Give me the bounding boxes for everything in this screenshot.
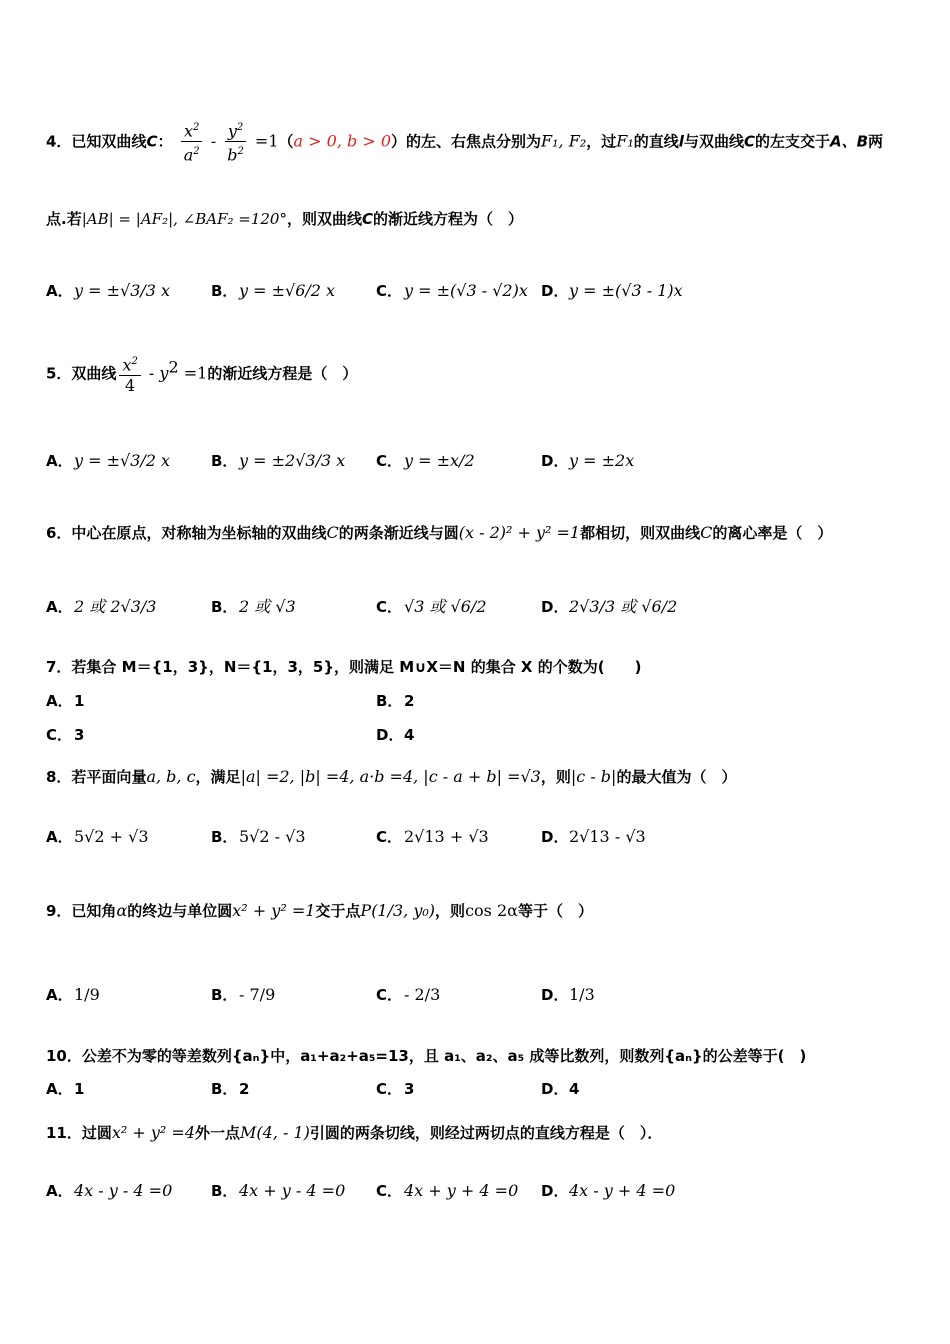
q8-option-c[interactable] bbox=[376, 826, 489, 847]
q6-text-3: 的离心率是（ ） bbox=[712, 524, 833, 542]
q9-stem-start: 9．已知角 bbox=[46, 902, 117, 920]
option-label: A． bbox=[46, 598, 73, 616]
question-7 bbox=[46, 656, 641, 677]
option-label: D． bbox=[541, 828, 569, 846]
q6-option-d[interactable] bbox=[541, 594, 677, 617]
q5-stem-start: 5．双曲线 bbox=[46, 364, 117, 383]
option-label: A． bbox=[46, 282, 73, 300]
q5-minus-y: - y bbox=[143, 363, 169, 383]
q9-text-2: 交于点 bbox=[315, 902, 361, 920]
option-text: y = ±x/2 bbox=[404, 451, 475, 470]
q4-a: a bbox=[183, 145, 194, 165]
q4-foci: F₁, F₂ bbox=[541, 131, 587, 151]
q6-curve-c-2: C bbox=[700, 523, 713, 542]
q6-text-2: 都相切，则双曲线 bbox=[580, 524, 701, 542]
q8-conditions: |a| =2, |b| =4, a·b =4, |c - a + b| =√3 bbox=[240, 767, 541, 786]
q4-stem-start: 4．已知双曲线 bbox=[46, 132, 147, 151]
q7-option-a[interactable] bbox=[46, 690, 84, 711]
q5-four: 4 bbox=[125, 376, 136, 396]
q4-option-d[interactable] bbox=[541, 280, 683, 301]
q8-option-a[interactable] bbox=[46, 826, 149, 847]
q4-text-1: 的左、右焦点分别为 bbox=[406, 132, 542, 151]
option-label: D． bbox=[541, 986, 569, 1004]
q10-option-a[interactable] bbox=[46, 1078, 84, 1099]
q4-sq-4: 2 bbox=[237, 146, 244, 158]
option-label: B． bbox=[376, 692, 403, 710]
q4-sq-1: 2 bbox=[193, 122, 200, 133]
q8-text-1: ，满足 bbox=[195, 768, 241, 786]
q4-text-4: 与双曲线 bbox=[683, 132, 744, 151]
q11-option-c[interactable] bbox=[376, 1180, 518, 1201]
option-label: C． bbox=[376, 986, 403, 1004]
option-text: √3 或 √6/2 bbox=[404, 597, 487, 616]
q9-cos: cos 2α bbox=[465, 901, 518, 920]
q4-text-3: 的直线 bbox=[633, 132, 679, 151]
option-text: 2 bbox=[404, 692, 415, 710]
option-label: D． bbox=[541, 598, 569, 616]
option-text: 4x + y - 4 =0 bbox=[239, 1181, 346, 1200]
q11-text-1: 外一点 bbox=[195, 1124, 241, 1142]
q4-x: x bbox=[183, 121, 193, 141]
q9-option-b[interactable] bbox=[211, 984, 275, 1005]
option-text: 2 或 √3 bbox=[239, 597, 296, 616]
q6-curve-c: C bbox=[326, 523, 339, 542]
option-text: 1/9 bbox=[74, 985, 100, 1004]
q6-option-c[interactable] bbox=[376, 594, 487, 617]
q9-text-1: 的终边与单位圆 bbox=[127, 902, 233, 920]
q4-text-6: 两 bbox=[868, 132, 884, 151]
q10-stem: 10．公差不为零的等差数列{aₙ}中，a₁+a₂+a₅=13，且 a₁、a₂、a₅ 成等比数列，则数列{aₙ}的公差等于( ) bbox=[46, 1047, 807, 1065]
q4-curve-label-3: C bbox=[362, 210, 374, 228]
q4-curve-label-2: C bbox=[743, 132, 755, 151]
option-label: A． bbox=[46, 692, 73, 710]
q11-point: M(4, - 1) bbox=[240, 1123, 310, 1142]
option-label: B． bbox=[211, 452, 238, 470]
option-label: B． bbox=[211, 282, 238, 300]
q4-b: b bbox=[227, 145, 238, 165]
option-label: C． bbox=[376, 282, 403, 300]
q4-minus: - bbox=[205, 131, 222, 151]
q7-stem: 7．若集合 M＝{1，3}，N＝{1，3，5}，则满足 M∪X＝N 的集合 X 的个数为( ) bbox=[46, 658, 642, 676]
q4-sq-3: 2 bbox=[236, 122, 244, 133]
q11-stem-start: 11．过圆 bbox=[46, 1124, 112, 1142]
q7-option-c[interactable] bbox=[46, 724, 84, 745]
q10-option-d[interactable] bbox=[541, 1078, 579, 1099]
question-9 bbox=[46, 900, 593, 921]
option-text: y = ±√6/2 x bbox=[239, 281, 336, 300]
option-text: 2√13 + √3 bbox=[404, 827, 489, 846]
option-label: B． bbox=[211, 828, 238, 846]
option-text: 4 bbox=[404, 726, 415, 744]
q5-sq-1: 2 bbox=[131, 356, 138, 367]
option-text: 3 bbox=[404, 1080, 415, 1098]
q9-point: P(1/3, y₀) bbox=[360, 901, 436, 920]
q4-line2-end: 的渐近线方程为（ ） bbox=[373, 210, 524, 228]
q10-option-b[interactable] bbox=[211, 1078, 249, 1099]
q9-circle-eq: x² + y² =1 bbox=[232, 901, 316, 920]
q5-option-d[interactable] bbox=[541, 450, 634, 471]
question-11 bbox=[46, 1122, 662, 1143]
option-text: y = ±(√3 - 1)x bbox=[569, 281, 683, 300]
q11-option-d[interactable] bbox=[541, 1180, 675, 1201]
q8-vectors: a, b, c bbox=[146, 767, 196, 786]
option-text: 3 bbox=[74, 726, 85, 744]
q4-colon: ： bbox=[157, 132, 173, 151]
q4-focus-1: F₁ bbox=[616, 131, 634, 151]
option-text: 4x - y + 4 =0 bbox=[569, 1181, 676, 1200]
q5-option-c[interactable] bbox=[376, 450, 475, 471]
q4-points-ab: A、B bbox=[829, 132, 869, 151]
option-label: B． bbox=[211, 986, 238, 1004]
q8-text-2: ，则 bbox=[540, 768, 571, 786]
option-text: 5√2 - √3 bbox=[239, 827, 306, 846]
q4-y: y bbox=[227, 121, 237, 141]
option-label: D． bbox=[541, 282, 569, 300]
option-text: 1 bbox=[74, 692, 85, 710]
q9-option-c[interactable] bbox=[376, 984, 440, 1005]
option-text: y = ±2√3/3 x bbox=[239, 451, 346, 470]
q8-expression: |c - b| bbox=[570, 767, 617, 786]
option-label: A． bbox=[46, 1080, 73, 1098]
q9-text-3: ，则 bbox=[435, 902, 466, 920]
q9-text-4: 等于（ ） bbox=[517, 902, 593, 920]
option-label: D． bbox=[541, 1080, 569, 1098]
q7-option-d[interactable] bbox=[376, 724, 414, 745]
q11-option-a[interactable] bbox=[46, 1180, 172, 1201]
option-text: 2√3/3 或 √6/2 bbox=[569, 597, 678, 616]
option-label: C． bbox=[376, 452, 403, 470]
q4-fraction-y bbox=[224, 118, 247, 166]
q8-stem-start: 8．若平面向量 bbox=[46, 768, 147, 786]
q4-option-c[interactable] bbox=[376, 280, 528, 301]
q7-option-b[interactable] bbox=[376, 690, 414, 711]
option-text: y = ±2x bbox=[569, 451, 635, 470]
q6-option-a[interactable] bbox=[46, 594, 156, 617]
option-label: C． bbox=[46, 726, 73, 744]
option-label: B． bbox=[211, 1080, 238, 1098]
option-label: C． bbox=[376, 1080, 403, 1098]
q9-option-a[interactable] bbox=[46, 984, 100, 1005]
option-text: 1/3 bbox=[569, 985, 595, 1004]
q4-paren-right: ） bbox=[391, 132, 407, 151]
q4-text-5: 的左支交于 bbox=[754, 132, 830, 151]
q6-option-b[interactable] bbox=[211, 594, 296, 617]
q4-rhs: =1 bbox=[249, 131, 279, 151]
option-label: D． bbox=[541, 1182, 569, 1200]
q5-x: x bbox=[122, 355, 132, 375]
q10-option-c[interactable] bbox=[376, 1078, 414, 1099]
option-label: C． bbox=[376, 1182, 403, 1200]
option-text: - 2/3 bbox=[404, 985, 441, 1004]
option-text: y = ±√3/2 x bbox=[74, 451, 171, 470]
option-label: B． bbox=[211, 598, 238, 616]
option-text: 5√2 + √3 bbox=[74, 827, 149, 846]
q8-option-d[interactable] bbox=[541, 826, 646, 847]
q4-condition-2: |AB| = |AF₂|, ∠BAF₂ =120° bbox=[81, 210, 287, 228]
q4-fraction-x bbox=[181, 118, 203, 166]
question-8 bbox=[46, 766, 736, 787]
q11-option-b[interactable] bbox=[211, 1180, 345, 1201]
option-label: D． bbox=[541, 452, 569, 470]
option-text: 2√13 - √3 bbox=[569, 827, 646, 846]
q4-line2-mid: ，则双曲线 bbox=[286, 210, 362, 228]
question-5 bbox=[46, 352, 357, 396]
q4-sq-2: 2 bbox=[193, 146, 200, 158]
option-text: y = ±√3/3 x bbox=[74, 281, 171, 300]
option-text: 4x - y - 4 =0 bbox=[74, 1181, 173, 1200]
q4-paren-left: （ bbox=[278, 132, 294, 151]
q4-option-a[interactable] bbox=[46, 280, 170, 301]
question-6 bbox=[46, 522, 832, 543]
q4-condition: a > 0, b > 0 bbox=[293, 131, 391, 151]
q4-option-b[interactable] bbox=[211, 280, 335, 301]
option-text: y = ±(√3 - √2)x bbox=[404, 281, 528, 300]
q4-text-2: ，过 bbox=[586, 132, 617, 151]
option-text: 2 或 2√3/3 bbox=[74, 597, 157, 616]
option-text: 4x + y + 4 =0 bbox=[404, 1181, 519, 1200]
question-10 bbox=[46, 1045, 806, 1066]
option-label: A． bbox=[46, 1182, 73, 1200]
q6-stem-start: 6．中心在原点，对称轴为坐标轴的双曲线 bbox=[46, 524, 327, 542]
q11-text-2: 引圆的两条切线，则经过两切点的直线方程是（ ）． bbox=[309, 1124, 663, 1142]
q5-option-b[interactable] bbox=[211, 450, 345, 471]
q6-circle-eq: (x - 2)² + y² =1 bbox=[458, 523, 581, 542]
option-label: C． bbox=[376, 598, 403, 616]
option-text: 4 bbox=[569, 1080, 580, 1098]
q4-curve-label: C bbox=[146, 132, 158, 151]
option-text: - 7/9 bbox=[239, 985, 276, 1004]
q9-option-d[interactable] bbox=[541, 984, 595, 1005]
q5-fraction bbox=[119, 352, 140, 396]
q5-option-a[interactable] bbox=[46, 450, 170, 471]
q5-rhs: =1 bbox=[178, 363, 208, 383]
q8-option-b[interactable] bbox=[211, 826, 306, 847]
q6-text-1: 的两条渐近线与圆 bbox=[338, 524, 459, 542]
option-label: A． bbox=[46, 828, 73, 846]
question-4-line-2 bbox=[46, 208, 523, 229]
option-label: B． bbox=[211, 1182, 238, 1200]
option-label: C． bbox=[376, 828, 403, 846]
q5-text: 的渐近线方程是（ ） bbox=[207, 364, 358, 383]
q4-line2-start: 点.若 bbox=[46, 210, 82, 228]
option-text: 1 bbox=[74, 1080, 85, 1098]
option-label: A． bbox=[46, 986, 73, 1004]
option-label: A． bbox=[46, 452, 73, 470]
q4-line-l: l bbox=[678, 132, 684, 151]
option-label: D． bbox=[376, 726, 404, 744]
q8-text-3: 的最大值为（ ） bbox=[616, 768, 737, 786]
q11-circle-eq: x² + y² =4 bbox=[111, 1123, 196, 1142]
option-text: 2 bbox=[239, 1080, 250, 1098]
question-4-line-1 bbox=[46, 118, 883, 166]
q9-alpha: α bbox=[116, 901, 128, 920]
q5-sq-2: 2 bbox=[168, 357, 179, 377]
